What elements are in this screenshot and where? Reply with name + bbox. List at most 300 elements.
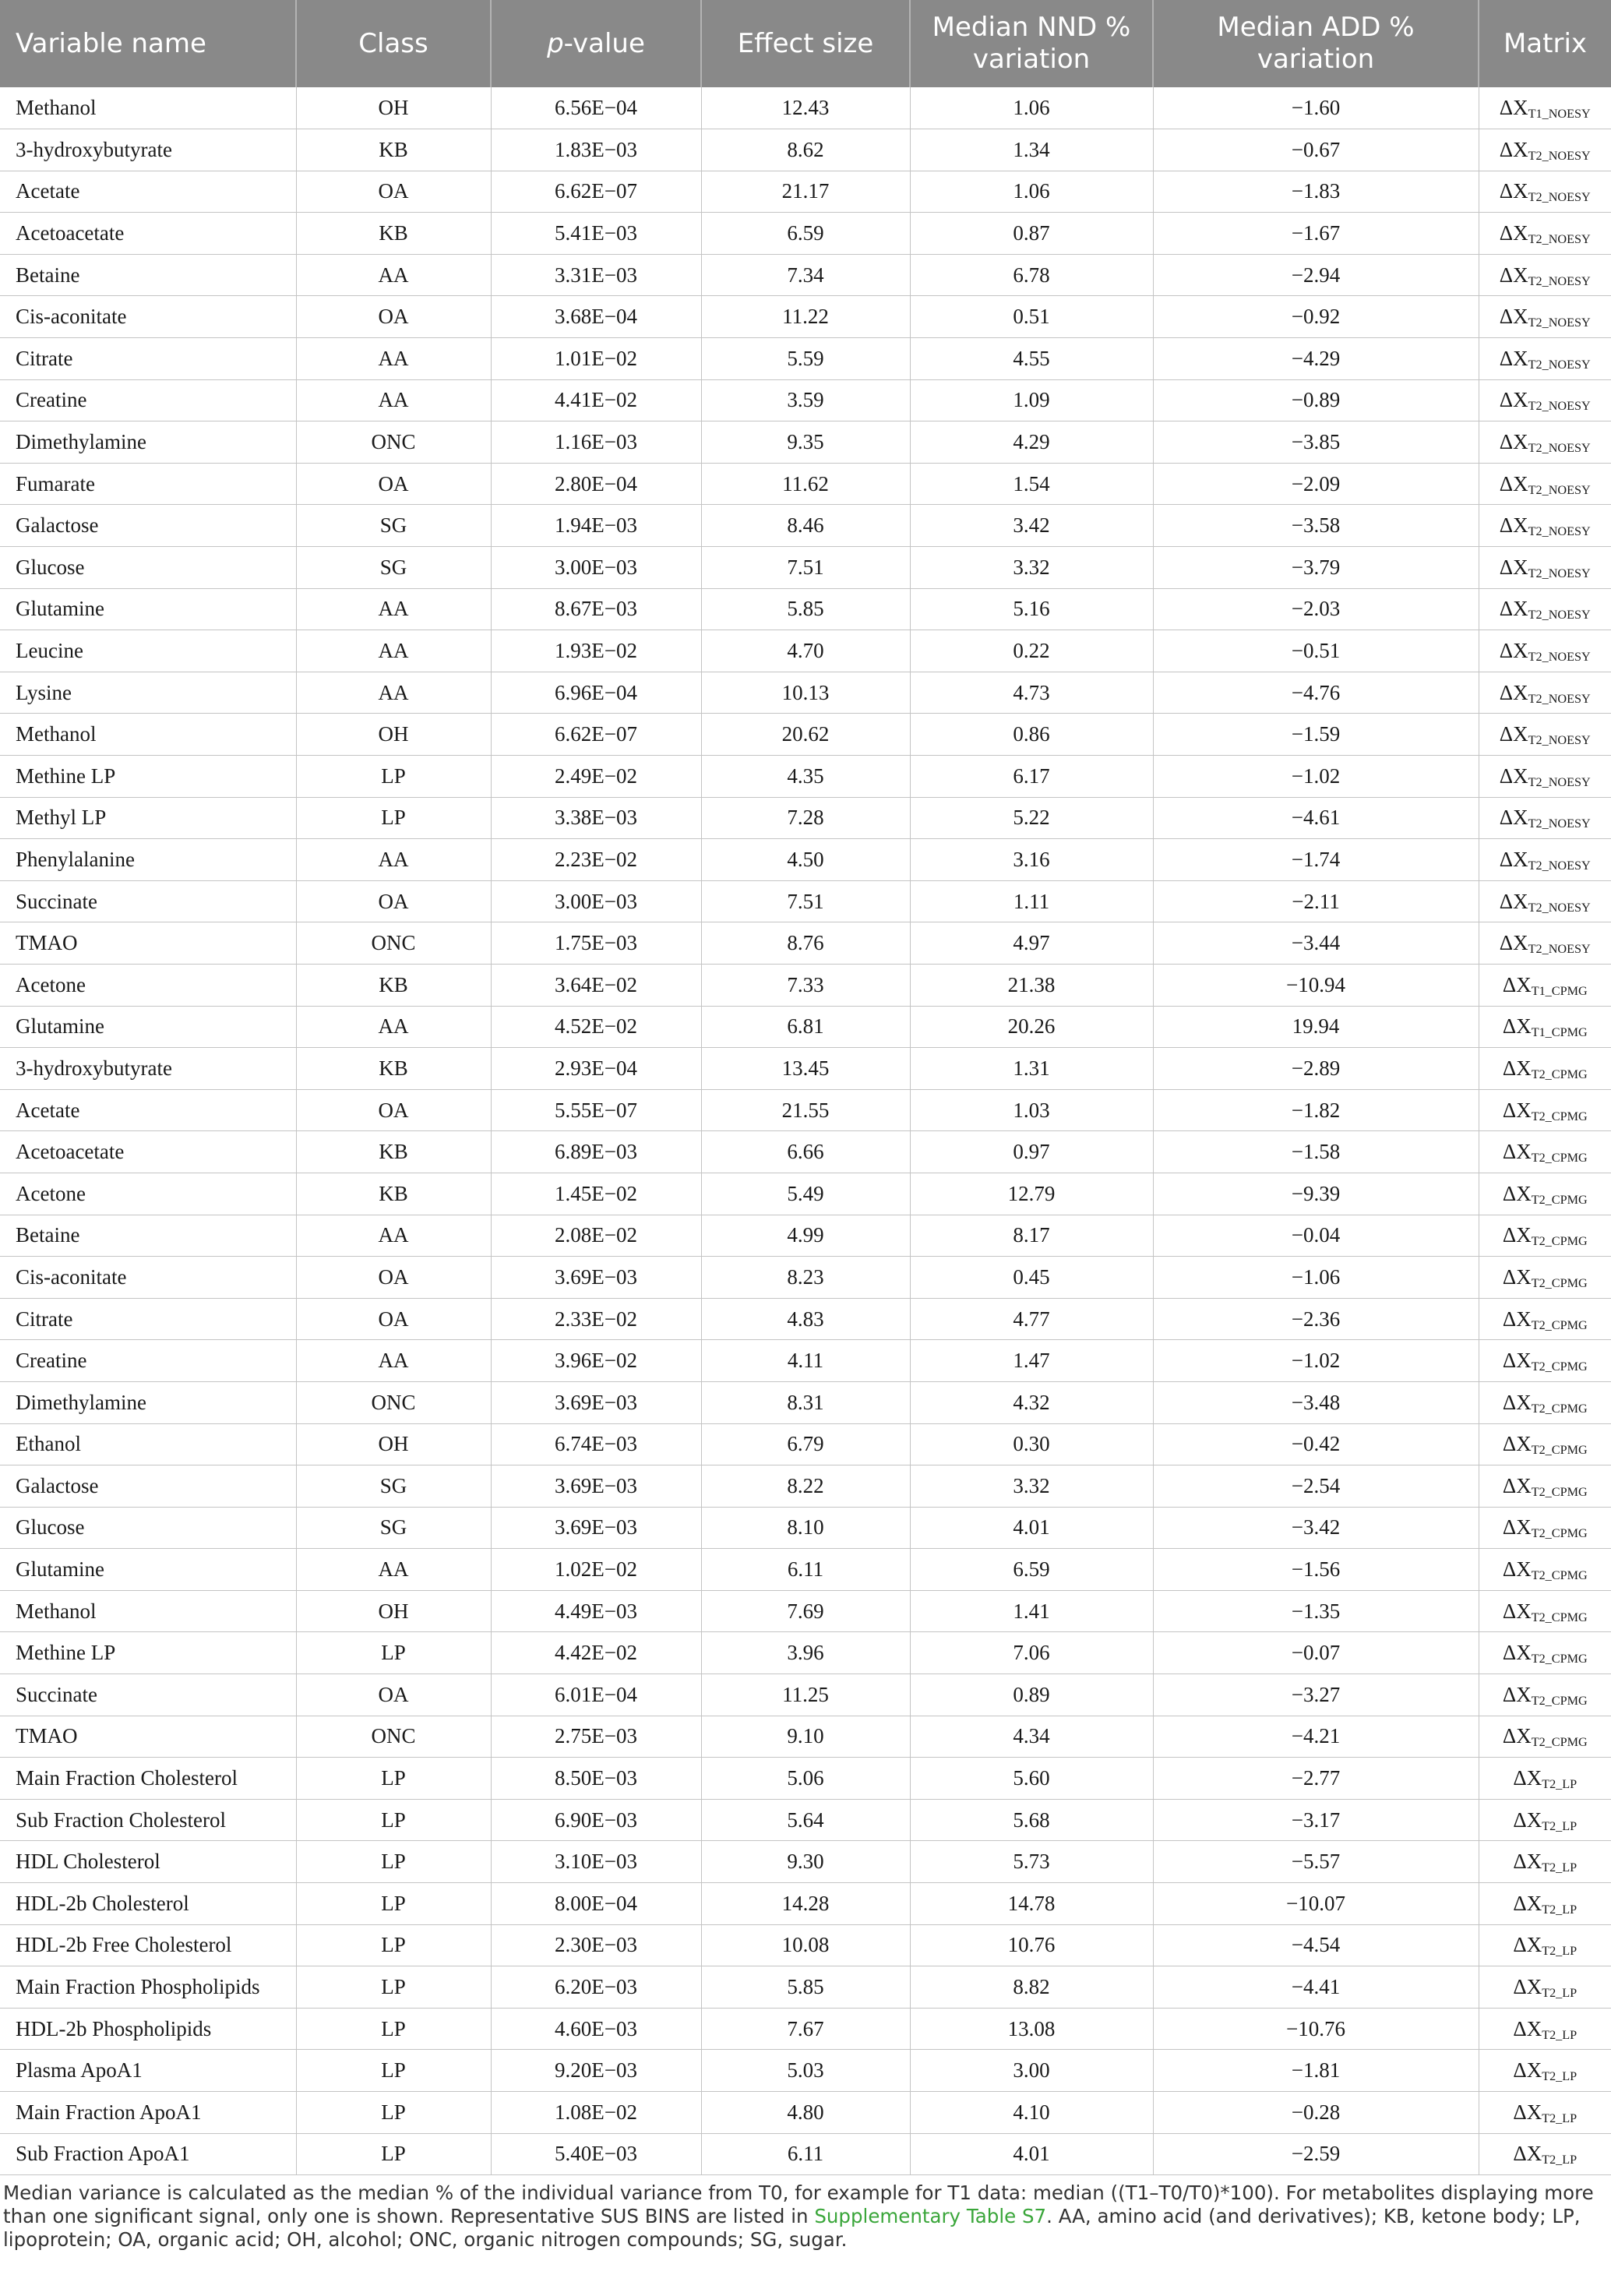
cell-matrix (1479, 1423, 1611, 1465)
cell-median-add: 19.94 (1153, 1006, 1479, 1048)
cell-median-nnd: 1.06 (910, 87, 1153, 129)
cell-class: LP (296, 1632, 491, 1674)
matrix-subscript: T2_CPMG (1531, 1109, 1588, 1123)
cell-p-value: 3.64E−02 (491, 964, 701, 1006)
cell-class: OH (296, 1590, 491, 1632)
cell-median-add: −0.92 (1153, 296, 1479, 338)
cell-p-value: 1.94E−03 (491, 505, 701, 547)
cell-matrix (1479, 588, 1611, 630)
matrix-subscript: T2_LP (1542, 1860, 1578, 1875)
cell-median-nnd: 1.47 (910, 1340, 1153, 1382)
cell-matrix (1479, 547, 1611, 589)
cell-median-nnd: 20.26 (910, 1006, 1153, 1048)
cell-median-nnd: 7.06 (910, 1632, 1153, 1674)
cell-class: KB (296, 213, 491, 255)
table-row (0, 1215, 1611, 1257)
cell-effect-size: 6.81 (701, 1006, 910, 1048)
matrix-subscript: T2_NOESY (1528, 608, 1591, 622)
table-row (0, 1716, 1611, 1758)
matrix-symbol: ΔX (1499, 305, 1528, 329)
table-row (0, 254, 1611, 296)
cell-median-add: −2.77 (1153, 1758, 1479, 1800)
matrix-subscript: T2_NOESY (1528, 524, 1591, 539)
cell-class: AA (296, 1215, 491, 1257)
table-row (0, 588, 1611, 630)
cell-effect-size: 6.11 (701, 1549, 910, 1591)
cell-variable-name: Betaine (0, 1215, 296, 1257)
matrix-symbol: ΔX (1499, 806, 1528, 830)
cell-effect-size: 4.80 (701, 2092, 910, 2134)
cell-class: LP (296, 1841, 491, 1883)
cell-median-add: −0.51 (1153, 630, 1479, 672)
cell-matrix (1479, 463, 1611, 505)
cell-matrix (1479, 254, 1611, 296)
cell-p-value: 8.50E−03 (491, 1758, 701, 1800)
cell-class: ONC (296, 1381, 491, 1423)
table-row (0, 1507, 1611, 1549)
cell-variable-name: HDL-2b Phospholipids (0, 2008, 296, 2050)
cell-median-add: −4.76 (1153, 672, 1479, 714)
cell-median-nnd: 3.16 (910, 839, 1153, 881)
cell-p-value: 1.45E−02 (491, 1173, 701, 1215)
cell-variable-name: Methanol (0, 1590, 296, 1632)
cell-variable-name: Dimethylamine (0, 1381, 296, 1423)
cell-median-add: −2.54 (1153, 1465, 1479, 1508)
cell-variable-name: Glutamine (0, 588, 296, 630)
cell-matrix (1479, 505, 1611, 547)
cell-variable-name: Galactose (0, 1465, 296, 1508)
cell-matrix (1479, 922, 1611, 965)
matrix-subscript: T2_LP (1542, 1944, 1578, 1959)
cell-class: OA (296, 1298, 491, 1340)
cell-effect-size: 7.67 (701, 2008, 910, 2050)
table-row (0, 421, 1611, 464)
cell-p-value: 2.75E−03 (491, 1716, 701, 1758)
cell-p-value: 3.10E−03 (491, 1841, 701, 1883)
cell-class: OA (296, 1089, 491, 1131)
matrix-symbol: ΔX (1499, 639, 1528, 663)
cell-median-nnd: 4.01 (910, 2133, 1153, 2175)
cell-matrix (1479, 1131, 1611, 1173)
matrix-symbol: ΔX (1502, 1307, 1532, 1331)
cell-variable-name: Ethanol (0, 1423, 296, 1465)
cell-median-nnd: 10.76 (910, 1924, 1153, 1966)
cell-median-add: −10.94 (1153, 964, 1479, 1006)
matrix-subscript: T2_NOESY (1528, 816, 1591, 831)
cell-variable-name: Citrate (0, 1298, 296, 1340)
table-row (0, 630, 1611, 672)
cell-median-add: −0.67 (1153, 129, 1479, 171)
cell-median-add: −1.58 (1153, 1131, 1479, 1173)
cell-effect-size: 6.79 (701, 1423, 910, 1465)
cell-median-nnd: 0.22 (910, 630, 1153, 672)
cell-p-value: 4.49E−03 (491, 1590, 701, 1632)
cell-median-add: −3.27 (1153, 1674, 1479, 1716)
header-p-rest: -value (563, 27, 645, 59)
cell-median-add: −1.35 (1153, 1590, 1479, 1632)
table-row (0, 1841, 1611, 1883)
table-row (0, 839, 1611, 881)
matrix-symbol: ΔX (1499, 388, 1528, 412)
cell-p-value: 3.69E−03 (491, 1257, 701, 1299)
cell-matrix (1479, 756, 1611, 798)
cell-effect-size: 11.25 (701, 1674, 910, 1716)
cell-median-add: −4.41 (1153, 1966, 1479, 2009)
matrix-symbol: ΔX (1502, 1432, 1532, 1456)
cell-class: OH (296, 87, 491, 129)
cell-median-nnd: 4.55 (910, 338, 1153, 380)
cell-median-add: −1.83 (1153, 171, 1479, 213)
cell-matrix (1479, 2092, 1611, 2134)
cell-matrix (1479, 338, 1611, 380)
cell-median-add: −0.42 (1153, 1423, 1479, 1465)
cell-matrix (1479, 1549, 1611, 1591)
cell-class: AA (296, 1549, 491, 1591)
supplementary-table-link[interactable]: Supplementary Table S7 (814, 2205, 1047, 2227)
cell-effect-size: 7.69 (701, 1590, 910, 1632)
cell-effect-size: 6.59 (701, 213, 910, 255)
cell-matrix (1479, 630, 1611, 672)
matrix-symbol: ΔX (1502, 1181, 1532, 1205)
cell-p-value: 3.68E−04 (491, 296, 701, 338)
matrix-subscript: T2_NOESY (1528, 733, 1591, 748)
cell-effect-size: 7.33 (701, 964, 910, 1006)
cell-class: AA (296, 630, 491, 672)
cell-variable-name: Leucine (0, 630, 296, 672)
matrix-subscript: T2_CPMG (1531, 1693, 1588, 1708)
matrix-symbol: ΔX (1499, 179, 1528, 203)
cell-variable-name: Glutamine (0, 1006, 296, 1048)
cell-matrix (1479, 2133, 1611, 2175)
cell-variable-name: HDL-2b Cholesterol (0, 1883, 296, 1925)
matrix-subscript: T2_LP (1542, 2069, 1578, 2084)
cell-median-nnd: 1.34 (910, 129, 1153, 171)
cell-variable-name: HDL Cholesterol (0, 1841, 296, 1883)
cell-variable-name: Acetoacetate (0, 213, 296, 255)
matrix-symbol: ΔX (1502, 1223, 1532, 1247)
cell-p-value: 2.30E−03 (491, 1924, 701, 1966)
cell-effect-size: 8.76 (701, 922, 910, 965)
cell-p-value: 1.01E−02 (491, 338, 701, 380)
cell-p-value: 3.00E−03 (491, 547, 701, 589)
cell-median-add: −3.17 (1153, 1799, 1479, 1841)
cell-p-value: 3.69E−03 (491, 1465, 701, 1508)
cell-p-value: 3.96E−02 (491, 1340, 701, 1382)
cell-effect-size: 8.62 (701, 129, 910, 171)
matrix-subscript: T2_CPMG (1531, 1192, 1588, 1207)
matrix-subscript: T2_CPMG (1531, 1443, 1588, 1458)
table-body (0, 87, 1611, 2175)
cell-effect-size: 4.35 (701, 756, 910, 798)
matrix-symbol: ΔX (1499, 722, 1528, 746)
matrix-subscript: T2_NOESY (1528, 900, 1591, 915)
header-class: Class (296, 0, 491, 87)
matrix-subscript: T2_LP (1542, 1777, 1578, 1792)
cell-median-add: −3.44 (1153, 922, 1479, 965)
table-row (0, 213, 1611, 255)
cell-class: OH (296, 1423, 491, 1465)
cell-median-nnd: 5.22 (910, 797, 1153, 839)
cell-p-value: 4.42E−02 (491, 1632, 701, 1674)
matrix-subscript: T2_NOESY (1528, 148, 1591, 163)
table-row (0, 1590, 1611, 1632)
cell-variable-name: 3-hydroxybutyrate (0, 129, 296, 171)
cell-p-value: 6.56E−04 (491, 87, 701, 129)
cell-class: AA (296, 254, 491, 296)
header-median-add: Median ADD % variation (1153, 0, 1479, 87)
cell-effect-size: 7.28 (701, 797, 910, 839)
cell-effect-size: 11.22 (701, 296, 910, 338)
matrix-symbol: ΔX (1502, 1390, 1532, 1414)
table-row (0, 1799, 1611, 1841)
matrix-subscript: T2_NOESY (1528, 774, 1591, 789)
matrix-subscript: T2_LP (1542, 2111, 1578, 2125)
cell-median-add: −0.89 (1153, 379, 1479, 421)
table-header (0, 0, 1611, 87)
cell-effect-size: 20.62 (701, 714, 910, 756)
cell-matrix (1479, 1006, 1611, 1048)
cell-class: OA (296, 880, 491, 922)
matrix-symbol: ΔX (1513, 1850, 1542, 1874)
matrix-symbol: ΔX (1502, 1473, 1532, 1497)
cell-p-value: 1.75E−03 (491, 922, 701, 965)
matrix-symbol: ΔX (1499, 96, 1528, 120)
cell-matrix (1479, 797, 1611, 839)
cell-median-nnd: 4.10 (910, 2092, 1153, 2134)
cell-variable-name: Acetone (0, 1173, 296, 1215)
matrix-subscript: T2_LP (1542, 2153, 1578, 2167)
table-row (0, 1048, 1611, 1090)
matrix-symbol: ΔX (1502, 1682, 1532, 1706)
table-row (0, 1423, 1611, 1465)
cell-p-value: 6.90E−03 (491, 1799, 701, 1841)
cell-class: KB (296, 1173, 491, 1215)
matrix-symbol: ΔX (1513, 1975, 1542, 1999)
matrix-subscript: T2_NOESY (1528, 650, 1591, 665)
cell-p-value: 3.69E−03 (491, 1507, 701, 1549)
cell-effect-size: 4.70 (701, 630, 910, 672)
cell-p-value: 6.62E−07 (491, 714, 701, 756)
table-row (0, 2008, 1611, 2050)
cell-class: KB (296, 1131, 491, 1173)
cell-class: SG (296, 505, 491, 547)
matrix-subscript: T2_CPMG (1531, 1610, 1588, 1624)
cell-class: LP (296, 1966, 491, 2009)
cell-median-nnd: 0.86 (910, 714, 1153, 756)
cell-median-add: −2.89 (1153, 1048, 1479, 1090)
cell-median-add: −0.28 (1153, 2092, 1479, 2134)
cell-median-add: −1.82 (1153, 1089, 1479, 1131)
cell-median-nnd: 8.17 (910, 1215, 1153, 1257)
cell-class: ONC (296, 1716, 491, 1758)
cell-matrix (1479, 1966, 1611, 2009)
table-row (0, 296, 1611, 338)
cell-effect-size: 10.13 (701, 672, 910, 714)
cell-effect-size: 6.11 (701, 2133, 910, 2175)
cell-variable-name: Creatine (0, 1340, 296, 1382)
table-row (0, 1006, 1611, 1048)
cell-class: AA (296, 588, 491, 630)
cell-class: OA (296, 171, 491, 213)
cell-effect-size: 21.55 (701, 1089, 910, 1131)
cell-matrix (1479, 379, 1611, 421)
table-row (0, 1632, 1611, 1674)
cell-median-add: −3.85 (1153, 421, 1479, 464)
matrix-subscript: T2_NOESY (1528, 942, 1591, 957)
cell-variable-name: Succinate (0, 1674, 296, 1716)
cell-median-add: −1.59 (1153, 714, 1479, 756)
table-row (0, 756, 1611, 798)
cell-p-value: 6.74E−03 (491, 1423, 701, 1465)
matrix-subscript: T2_CPMG (1531, 1652, 1588, 1666)
cell-class: OH (296, 714, 491, 756)
cell-median-add: −3.58 (1153, 505, 1479, 547)
cell-effect-size: 3.96 (701, 1632, 910, 1674)
cell-median-add: −3.48 (1153, 1381, 1479, 1423)
cell-matrix (1479, 1841, 1611, 1883)
cell-p-value: 1.93E−02 (491, 630, 701, 672)
cell-median-add: −1.02 (1153, 1340, 1479, 1382)
cell-median-add: −1.02 (1153, 756, 1479, 798)
cell-effect-size: 5.49 (701, 1173, 910, 1215)
header-matrix: Matrix (1479, 0, 1611, 87)
matrix-subscript: T2_CPMG (1531, 1275, 1588, 1290)
matrix-symbol: ΔX (1513, 2058, 1542, 2083)
table-row (0, 1340, 1611, 1382)
cell-median-add: −1.81 (1153, 2050, 1479, 2092)
cell-effect-size: 11.62 (701, 463, 910, 505)
cell-p-value: 3.00E−03 (491, 880, 701, 922)
table-row (0, 1758, 1611, 1800)
table-row (0, 87, 1611, 129)
matrix-symbol: ΔX (1499, 931, 1528, 955)
cell-p-value: 2.93E−04 (491, 1048, 701, 1090)
cell-median-nnd: 4.34 (910, 1716, 1153, 1758)
cell-matrix (1479, 1590, 1611, 1632)
cell-class: SG (296, 1507, 491, 1549)
cell-matrix (1479, 1173, 1611, 1215)
cell-variable-name: Cis-aconitate (0, 296, 296, 338)
cell-median-add: −2.03 (1153, 588, 1479, 630)
cell-median-add: −10.76 (1153, 2008, 1479, 2050)
cell-class: AA (296, 672, 491, 714)
cell-p-value: 6.01E−04 (491, 1674, 701, 1716)
header-effect-size: Effect size (701, 0, 910, 87)
matrix-symbol: ΔX (1499, 889, 1528, 913)
cell-p-value: 8.67E−03 (491, 588, 701, 630)
cell-effect-size: 5.06 (701, 1758, 910, 1800)
matrix-subscript: T2_CPMG (1531, 1735, 1588, 1750)
cell-median-nnd: 0.87 (910, 213, 1153, 255)
cell-variable-name: Galactose (0, 505, 296, 547)
matrix-symbol: ΔX (1499, 764, 1528, 788)
matrix-subscript: T2_CPMG (1531, 1484, 1588, 1499)
cell-effect-size: 8.46 (701, 505, 910, 547)
matrix-symbol: ΔX (1499, 555, 1528, 579)
cell-variable-name: Glucose (0, 547, 296, 589)
matrix-subscript: T2_NOESY (1528, 441, 1591, 456)
cell-median-nnd: 3.42 (910, 505, 1153, 547)
cell-median-nnd: 1.31 (910, 1048, 1153, 1090)
cell-variable-name: Phenylalanine (0, 839, 296, 881)
cell-p-value: 2.33E−02 (491, 1298, 701, 1340)
cell-median-nnd: 12.79 (910, 1173, 1153, 1215)
matrix-symbol: ΔX (1502, 1056, 1532, 1080)
cell-class: AA (296, 1006, 491, 1048)
cell-variable-name: Methanol (0, 714, 296, 756)
table-row (0, 1883, 1611, 1925)
table-row (0, 714, 1611, 756)
cell-median-nnd: 5.16 (910, 588, 1153, 630)
cell-variable-name: Acetone (0, 964, 296, 1006)
cell-median-add: −4.29 (1153, 338, 1479, 380)
cell-variable-name: 3-hydroxybutyrate (0, 1048, 296, 1090)
matrix-symbol: ΔX (1499, 430, 1528, 454)
cell-class: AA (296, 1340, 491, 1382)
cell-matrix (1479, 1215, 1611, 1257)
footnote-text-after: . AA, amino acid (and derivatives); KB, ketone body; LP, lipoprotein; OA, organic acid; OH, alcohol; ONC, organic nitrogen compounds; SG, sugar. (3, 2205, 1581, 2251)
matrix-subscript: T2_NOESY (1528, 316, 1591, 330)
matrix-symbol: ΔX (1513, 2100, 1542, 2124)
table-row (0, 2092, 1611, 2134)
cell-effect-size: 6.66 (701, 1131, 910, 1173)
cell-median-add: −9.39 (1153, 1173, 1479, 1215)
cell-median-nnd: 21.38 (910, 964, 1153, 1006)
table-footnote (0, 2181, 1602, 2252)
table-row (0, 1465, 1611, 1508)
cell-p-value: 3.38E−03 (491, 797, 701, 839)
cell-effect-size: 4.50 (701, 839, 910, 881)
cell-median-nnd: 3.00 (910, 2050, 1153, 2092)
cell-variable-name: Glutamine (0, 1549, 296, 1591)
cell-median-nnd: 0.97 (910, 1131, 1153, 1173)
cell-variable-name: Acetoacetate (0, 1131, 296, 1173)
table-row (0, 880, 1611, 922)
cell-variable-name: Creatine (0, 379, 296, 421)
cell-class: SG (296, 547, 491, 589)
cell-median-nnd: 1.03 (910, 1089, 1153, 1131)
cell-effect-size: 9.35 (701, 421, 910, 464)
cell-median-add: −0.07 (1153, 1632, 1479, 1674)
matrix-symbol: ΔX (1502, 1264, 1532, 1289)
cell-matrix (1479, 964, 1611, 1006)
matrix-subscript: T2_CPMG (1531, 1067, 1588, 1081)
cell-median-nnd: 5.73 (910, 1841, 1153, 1883)
cell-variable-name: Main Fraction ApoA1 (0, 2092, 296, 2134)
cell-variable-name: Plasma ApoA1 (0, 2050, 296, 2092)
cell-median-nnd: 1.11 (910, 880, 1153, 922)
table-row (0, 129, 1611, 171)
cell-median-add: −1.60 (1153, 87, 1479, 129)
cell-median-nnd: 0.45 (910, 1257, 1153, 1299)
matrix-subscript: T2_NOESY (1528, 273, 1591, 288)
cell-median-nnd: 4.01 (910, 1507, 1153, 1549)
cell-p-value: 2.49E−02 (491, 756, 701, 798)
cell-p-value: 6.62E−07 (491, 171, 701, 213)
matrix-subscript: T2_CPMG (1531, 1568, 1588, 1583)
table-row (0, 1089, 1611, 1131)
cell-class: LP (296, 1799, 491, 1841)
matrix-subscript: T2_NOESY (1528, 482, 1591, 497)
matrix-subscript: T2_CPMG (1531, 1151, 1588, 1166)
cell-matrix (1479, 1340, 1611, 1382)
cell-median-add: −1.67 (1153, 213, 1479, 255)
cell-variable-name: Methine LP (0, 1632, 296, 1674)
cell-matrix (1479, 1799, 1611, 1841)
matrix-subscript: T2_NOESY (1528, 858, 1591, 873)
matrix-symbol: ΔX (1513, 1766, 1542, 1790)
matrix-subscript: T2_CPMG (1531, 1401, 1588, 1416)
